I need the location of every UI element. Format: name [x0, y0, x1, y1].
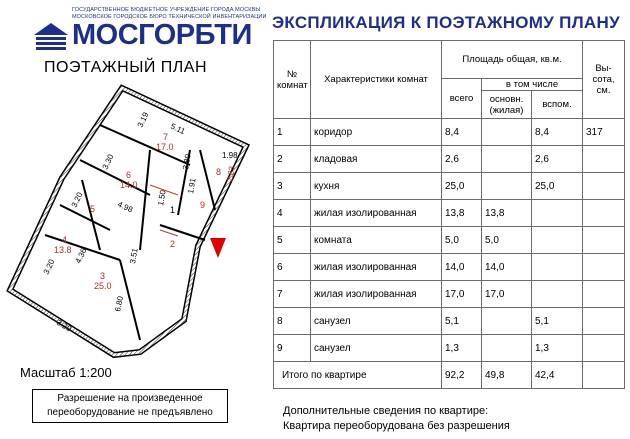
org-line-1: ГОСУДАРСТВЕННОЕ БЮДЖЕТНОЕ УЧРЕЖДЕНИЕ ГОРОДА МОСКВЫ [72, 7, 261, 13]
dim-label: 5.11 [169, 121, 187, 137]
table-row [274, 308, 625, 335]
room-7-num: 7 [163, 132, 169, 142]
dim-label: 2.83 [225, 165, 237, 183]
explication-title: ЭКСПЛИКАЦИЯ К ПОЭТАЖНОМУ ПЛАНУ [272, 13, 620, 32]
cell-height [583, 254, 625, 281]
cell-aux [532, 281, 583, 308]
room-3-area: 25.0 [94, 281, 112, 291]
cell-height [583, 227, 625, 254]
cell-aux: 25,0 [532, 173, 583, 200]
cell-height: 317 [583, 119, 625, 146]
scale-label: Масштаб 1:200 [20, 365, 112, 380]
cell-desc: кладовая [311, 146, 442, 173]
dim-label: 3.51 [128, 247, 140, 265]
room-6-area: 14.0 [120, 180, 138, 190]
totals-main: 49,8 [482, 362, 532, 389]
cell-main: 5,0 [482, 227, 532, 254]
cell-desc: кухня [311, 173, 442, 200]
cell-aux: 5,1 [532, 308, 583, 335]
table-row [274, 119, 625, 146]
cell-num: 7 [274, 281, 311, 308]
cell-total: 5,1 [442, 308, 482, 335]
cell-main: 17,0 [482, 281, 532, 308]
room-9-num: 9 [200, 200, 206, 210]
table-row [274, 173, 625, 200]
cell-total: 17,0 [442, 281, 482, 308]
cell-aux [532, 254, 583, 281]
cell-num: 1 [274, 119, 311, 146]
cell-num: 3 [274, 173, 311, 200]
table-row [274, 335, 625, 362]
cell-desc: коридор [311, 119, 442, 146]
entrance-arrow-icon [210, 238, 226, 258]
brand-name: МОСГОРБТИ [72, 19, 252, 51]
totals-label: Итого по квартире [274, 362, 442, 389]
cell-total: 13,8 [442, 200, 482, 227]
cell-desc: санузел [311, 335, 442, 362]
cell-num: 8 [274, 308, 311, 335]
totals-total: 92,2 [442, 362, 482, 389]
cell-num: 9 [274, 335, 311, 362]
room-7-area: 17.0 [156, 142, 174, 152]
cell-height [583, 146, 625, 173]
dim-label: 3.20 [69, 190, 85, 209]
permission-note [32, 389, 228, 423]
cell-height [583, 173, 625, 200]
extra-info-title: Дополнительные сведения по квартире: [283, 405, 489, 417]
dim-label: 4.36 [73, 246, 89, 265]
cell-desc: жилая изолированная [311, 254, 442, 281]
cell-desc: комната [311, 227, 442, 254]
dim-label: 3.80 [181, 153, 193, 171]
dim-label: 3.30 [100, 152, 116, 171]
cell-main [482, 146, 532, 173]
cell-aux: 8,4 [532, 119, 583, 146]
dim-label: 3.29 [55, 317, 73, 334]
cell-num: 5 [274, 227, 311, 254]
dim-label: 4.98 [116, 199, 135, 215]
cell-total: 5,0 [442, 227, 482, 254]
floor-plan [0, 78, 262, 368]
cell-height [583, 335, 625, 362]
dim-label: 6.80 [113, 295, 126, 313]
cell-height [583, 200, 625, 227]
header-height: Вы- сота, см. [583, 41, 625, 119]
extra-info [283, 404, 510, 434]
cell-aux [532, 200, 583, 227]
cell-desc: жилая изолированная [311, 281, 442, 308]
cell-aux [532, 227, 583, 254]
explication-table [273, 40, 625, 389]
cell-total: 2,6 [442, 146, 482, 173]
table-row [274, 200, 625, 227]
table-row [274, 281, 625, 308]
cell-total: 25,0 [442, 173, 482, 200]
cell-num: 2 [274, 146, 311, 173]
brand-logo-icon [34, 23, 68, 51]
header-num: № комнат [274, 41, 311, 119]
header-desc: Характеристики комнат [311, 41, 442, 119]
table-row [274, 227, 625, 254]
cell-height [583, 281, 625, 308]
room-4-area: 13.8 [54, 245, 72, 255]
room-3-num: 3 [100, 271, 106, 281]
header-aux: вспом. [532, 91, 583, 119]
cell-main: 13,8 [482, 200, 532, 227]
room-4-num: 4 [62, 235, 68, 245]
cell-aux: 2,6 [532, 146, 583, 173]
permission-note-text: Разрешение на произведенное переоборудование не предъявлено [47, 393, 213, 418]
room-2-num: 2 [170, 239, 176, 249]
header-area: Площадь общая, кв.м. [442, 41, 583, 79]
room-6-num: 6 [126, 170, 132, 180]
dim-label: 1.50 [156, 189, 168, 207]
cell-aux: 1,3 [532, 335, 583, 362]
header-total: всего [442, 79, 482, 119]
dim-label: 3.19 [135, 110, 151, 129]
cell-num: 6 [274, 254, 311, 281]
room-8-num: 8 [216, 167, 222, 177]
totals-aux: 42,4 [532, 362, 583, 389]
header-main: основн. (жилая) [482, 91, 532, 119]
cell-height [583, 308, 625, 335]
table-row [274, 254, 625, 281]
cell-main [482, 335, 532, 362]
cell-main [482, 173, 532, 200]
dim-label: 1.98 [222, 151, 238, 160]
extra-info-text: Квартира переоборудована без разрешения [283, 420, 510, 432]
table-row [274, 146, 625, 173]
room-5-num: 5 [90, 204, 96, 214]
totals-height [583, 362, 625, 389]
room-1-num: 1 [170, 205, 176, 215]
cell-num: 4 [274, 200, 311, 227]
org-line-2: МОСКОВСКОЕ ГОРОДСКОЕ БЮРО ТЕХНИЧЕСКОЙ ИНВЕНТАРИЗАЦИИ [72, 14, 267, 20]
plan-title: ПОЭТАЖНЫЙ ПЛАН [44, 59, 208, 76]
cell-main [482, 119, 532, 146]
cell-total: 14,0 [442, 254, 482, 281]
cell-main [482, 308, 532, 335]
cell-desc: жилая изолированная [311, 200, 442, 227]
cell-total: 1,3 [442, 335, 482, 362]
cell-total: 8,4 [442, 119, 482, 146]
totals-row [274, 362, 625, 389]
dim-label: 3.20 [41, 257, 57, 276]
header-incl: в том числе [482, 79, 583, 91]
cell-main: 14,0 [482, 254, 532, 281]
dim-label: 1.91 [186, 177, 198, 195]
cell-desc: санузел [311, 308, 442, 335]
